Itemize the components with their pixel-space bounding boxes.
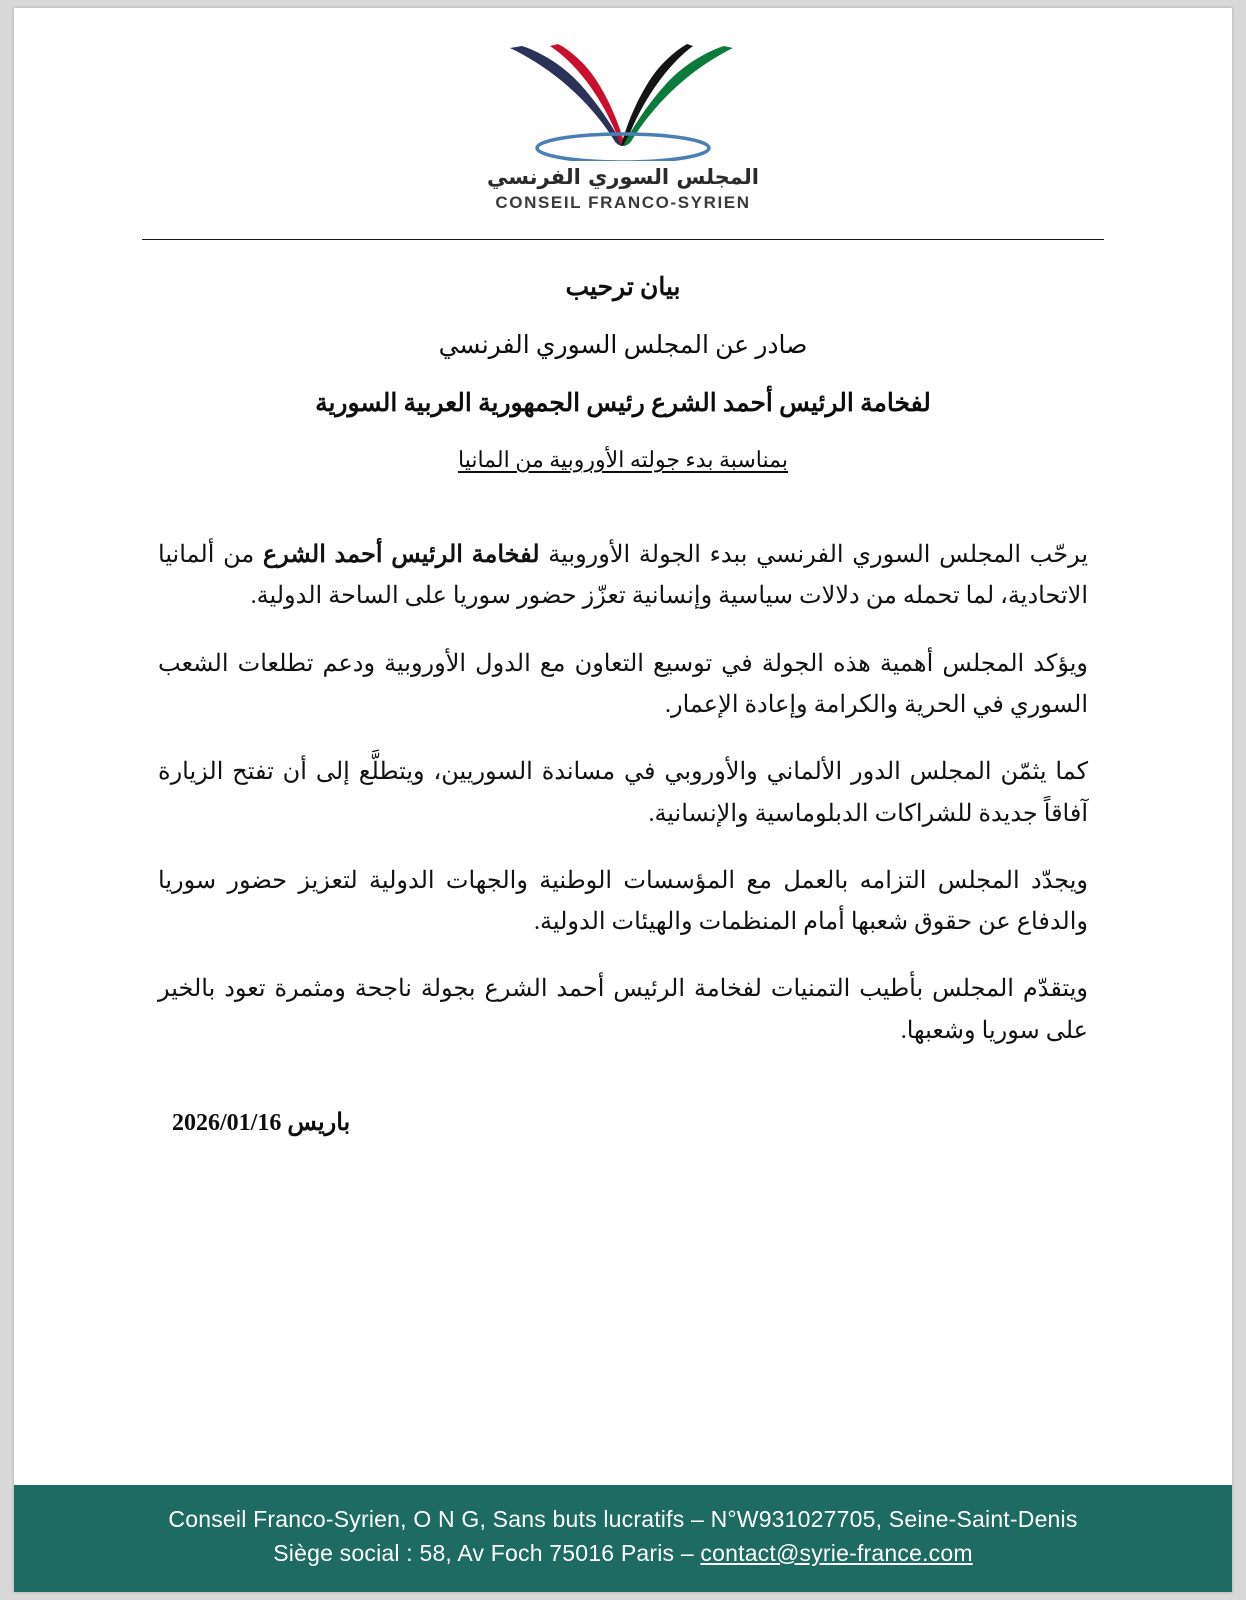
document-page <box>14 8 1232 1592</box>
place-and-date: باريس 2026/01/16 <box>172 1109 351 1136</box>
logo-arabic-name: المجلس السوري الفرنسي <box>487 165 759 189</box>
paragraph-2: ويؤكد المجلس أهمية هذه الجولة في توسيع التعاون مع الدول الأوروبية ودعم تطلعات الشعب السوري في الحرية والكرامة وإعادة الإعمار. <box>158 650 1089 718</box>
paragraph-3: كما يثمّن المجلس الدور الألماني والأوروبي في مساندة السوريين، ويتطلَّع إلى أن تفتح الزيارة آفاقاً جديدة للشراكات الدبلوماسية والإنسانية. <box>158 759 1088 827</box>
document-subtitle-occasion: بمناسبة بدء جولته الأوروبية من المانيا <box>458 447 788 472</box>
document-title: بيان ترحيب <box>565 274 681 301</box>
heading-block <box>14 268 1232 477</box>
paragraph-1 <box>158 535 1088 618</box>
logo-french-name: CONSEIL FRANCO-SYRIEN <box>495 193 751 212</box>
page-footer <box>14 1485 1232 1592</box>
document-subtitle-issuer: صادر عن المجلس السوري الفرنسي <box>438 332 808 359</box>
footer-legal-line: Conseil Franco-Syrien, O N G, Sans buts lucratifs – N°W931027705, Seine-Saint-Denis <box>168 1506 1078 1533</box>
footer-address-text: Siège social : 58, Av Foch 75016 Paris – <box>273 1539 701 1566</box>
paragraph-1-bold: لفخامة الرئيس أحمد الشرع <box>262 542 540 569</box>
header-divider <box>142 239 1104 240</box>
letterhead-logo <box>14 8 1232 213</box>
document-subtitle-addressee: لفخامة الرئيس أحمد الشرع رئيس الجمهورية العربية السورية <box>315 390 931 417</box>
paragraph-5: ويتقدّم المجلس بأطيب التمنيات لفخامة الرئيس أحمد الشرع بجولة ناجحة ومثمرة تعود بالخير على سوريا وشعبها. <box>158 976 1088 1044</box>
paragraph-1-text-a: يرحّب المجلس السوري الفرنسي ببدء الجولة الأوروبية <box>539 542 1088 569</box>
document-body <box>158 535 1088 1052</box>
footer-address-line <box>14 1537 1232 1570</box>
footer-email-link[interactable]: contact@syrie-france.com <box>700 1539 973 1566</box>
paragraph-1-text-b: من ألمانيا الاتحادية، لما تحمله من دلالات سياسية وإنسانية تعزّز حضور سوريا على الساحة الدولية. <box>158 542 1088 610</box>
signature-block <box>172 1108 1102 1137</box>
council-logo-icon <box>488 36 758 161</box>
paragraph-4: ويجدّد المجلس التزامه بالعمل مع المؤسسات الوطنية والجهات الدولية لتعزيز حضور سوريا والدفاع عن حقوق شعبها أمام المنظمات والهيئات الدولية. <box>158 867 1088 936</box>
